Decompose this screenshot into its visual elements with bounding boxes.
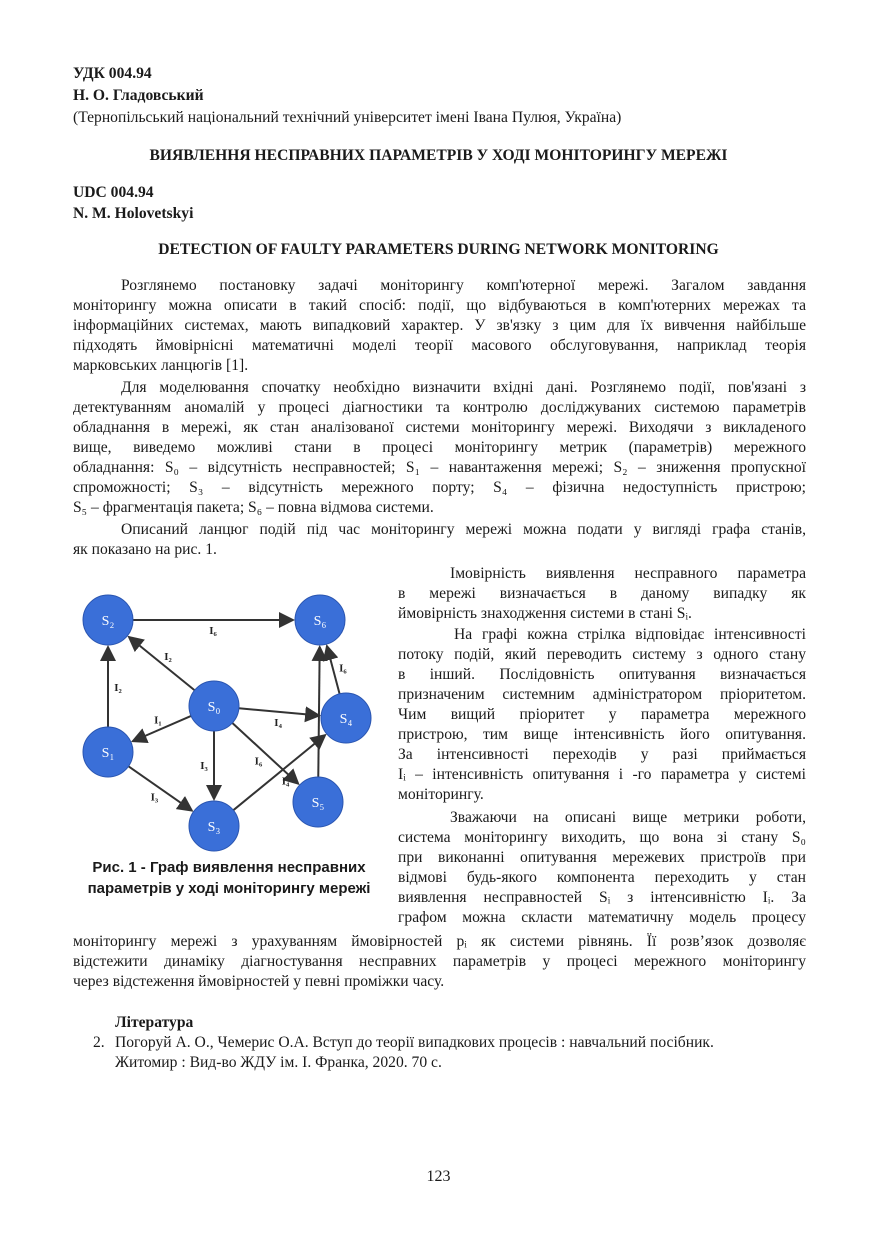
text-line: моніторингу мережі з урахуванням ймовірностей pᵢ як системи рівнянь. Її розв’язок дозволяє — [73, 933, 806, 950]
text-line: моніторингу можна описати в такий спосіб: події, що відбуваються в комп'ютерних мережах та — [73, 297, 806, 314]
text-line: детектуванням аномалій у процесі діагностики та контролю досліджуваних системою параметрів — [73, 399, 806, 416]
edge-label: I₂ — [114, 682, 122, 694]
text-line: при виконанні опитування мережевих пристроїв при — [398, 849, 806, 866]
text-line: Імовірність виявлення несправного параметра — [450, 565, 806, 582]
text-line: Розглянемо постановку задачі моніторингу комп'ютерної мережі. Загалом завдання — [121, 277, 806, 294]
affiliation: (Тернопільський національний технічний університет імені Івана Пулюя, Україна) — [73, 109, 622, 126]
text-line: виявлення несправностей Sᵢ з інтенсивністю Iᵢ. За — [398, 889, 806, 906]
text-line: в інший. Послідовність опитування визначається — [398, 666, 806, 683]
title-en: DETECTION OF FAULTY PARAMETERS DURING NETWORK MONITORING — [158, 241, 719, 258]
edge-label: I₆ — [339, 662, 347, 675]
text-line: моніторингу. — [398, 786, 484, 803]
text-line: Чим вищий пріоритет у параметра мережного — [398, 706, 806, 723]
right-column-1 — [398, 564, 806, 624]
edge-label: I₃ — [150, 791, 159, 804]
text-line: Описаний ланцюг подій під час моніторингу мережі можна подати у вигляді графа станів, — [121, 521, 806, 538]
edge-s0-s1 — [133, 716, 191, 741]
edge-label: I₃ — [200, 760, 208, 772]
page-number: 123 — [426, 1168, 451, 1185]
text-line: підходять ймовірнісні математичні моделі теорії масового обслуговування, наприклад теорія — [73, 337, 806, 354]
udc-en: UDC 004.94 — [73, 184, 154, 201]
edge-label: I₂ — [164, 650, 172, 663]
state-graph — [80, 580, 378, 855]
node-label: S₆ — [313, 614, 327, 629]
edge-s0-s2 — [129, 637, 195, 690]
text-line: графом можна скласти математичну модель процесу — [398, 909, 806, 926]
paragraph-continuation — [73, 932, 806, 992]
text-line: На графі кожна стрілка відповідає інтенсивності — [454, 626, 806, 643]
text-line: інформаційних системах, мають випадковий характер. У зв'язку з цим для їх вивчення найбільше — [73, 317, 806, 334]
edge-label: I₄ — [281, 775, 290, 788]
text-line: відстежити динаміку діагностування несправних параметрів у процесі мережного моніторингу — [73, 953, 806, 970]
paragraph-3 — [73, 520, 806, 560]
text-line: пристрою, тим вище інтенсивність його опитування. — [398, 726, 806, 743]
edge-label: I₆ — [209, 625, 217, 637]
text-line: вище, виведемо можливі стани в процесі моніторингу метрик (параметрів) мережного — [73, 439, 806, 456]
figure-caption — [80, 857, 378, 899]
author-ua: Н. О. Гладовський — [73, 87, 204, 104]
edge-label: I₄ — [274, 716, 282, 729]
title-ua: ВИЯВЛЕННЯ НЕСПРАВНИХ ПАРАМЕТРІВ У ХОДІ МОНІТОРИНГУ МЕРЕЖІ — [149, 147, 728, 164]
text-line: За інтенсивності переходів у разі приймається — [398, 746, 806, 763]
node-label: S₅ — [311, 796, 325, 811]
text-line: обладнання в мережі, як стан аналізованої системи моніторингу мережі. Виходячи з викладеного — [73, 419, 806, 436]
text-line: Зважаючи на описані вище метрики роботи, — [450, 809, 806, 826]
caption-line: Рис. 1 - Граф виявлення несправних — [92, 859, 366, 876]
right-column-3 — [398, 808, 806, 928]
paragraph-1 — [73, 276, 806, 376]
text-line: Для моделювання спочатку необхідно визначити вхідні дані. Розглянемо події, пов'язані з — [121, 379, 806, 396]
edge-s5-s6 — [318, 647, 319, 777]
node-label: S₄ — [339, 712, 353, 727]
reference-number: 2. — [93, 1034, 105, 1051]
text-line: ймовірність знаходження системи в стані Sᵢ. — [398, 605, 692, 622]
edge-label: I₁ — [154, 714, 162, 727]
node-label: S₀ — [207, 700, 221, 715]
node-label: S₃ — [207, 820, 221, 835]
reference-line: Житомир : Вид-во ЖДУ ім. І. Франка, 2020. 70 с. — [115, 1054, 442, 1071]
edge-s4-s6 — [327, 646, 340, 694]
text-line: обладнання: S₀ – відсутність несправностей; S₁ – навантаження мережі; S₂ – зниження пропускної — [73, 459, 806, 476]
text-line: система моніторингу виходить, що вона зі стану S₀ — [398, 829, 806, 846]
text-line: в мережі визначається в даному випадку як — [398, 585, 806, 602]
state-graph-figure — [80, 580, 378, 900]
text-line: як показано на рис. 1. — [73, 541, 217, 558]
edge-label: I₆ — [254, 755, 263, 768]
node-label: S₁ — [101, 746, 115, 761]
text-line: S₅ – фрагментація пакета; S₆ – повна відмова системи. — [73, 499, 434, 516]
text-line: через відстеження ймовірностей у певні проміжки часу. — [73, 973, 445, 990]
reference-line: Погоруй А. О., Чемерис О.А. Вступ до теорії випадкових процесів : навчальний посібник. — [115, 1034, 714, 1051]
text-line: марковських ланцюгів [1]. — [73, 357, 249, 374]
author-en: N. M. Holovetskyi — [73, 205, 194, 222]
text-line: Iᵢ – інтенсивність опитування i -го параметра у системі — [398, 766, 806, 783]
text-line: спроможності; S₃ – відсутність мережного порту; S₄ – фізична недоступність пристрою; — [73, 479, 806, 496]
text-line: потоку подій, який переводить систему з одного стану — [398, 646, 806, 663]
right-column-2 — [398, 625, 806, 805]
caption-line: параметрів у ході моніторингу мережі — [87, 880, 371, 897]
edge-s0-s4 — [239, 708, 319, 715]
text-line: призначеним системним адміністратором пріоритетом. — [398, 686, 806, 703]
literature-heading: Література — [115, 1014, 194, 1031]
edge-s1-s3 — [128, 766, 191, 810]
udc-ua: УДК 004.94 — [73, 65, 152, 82]
node-label: S₂ — [101, 614, 115, 629]
paragraph-2 — [73, 378, 806, 518]
text-line: відмові будь-якого компонента переходить у стан — [398, 869, 806, 886]
